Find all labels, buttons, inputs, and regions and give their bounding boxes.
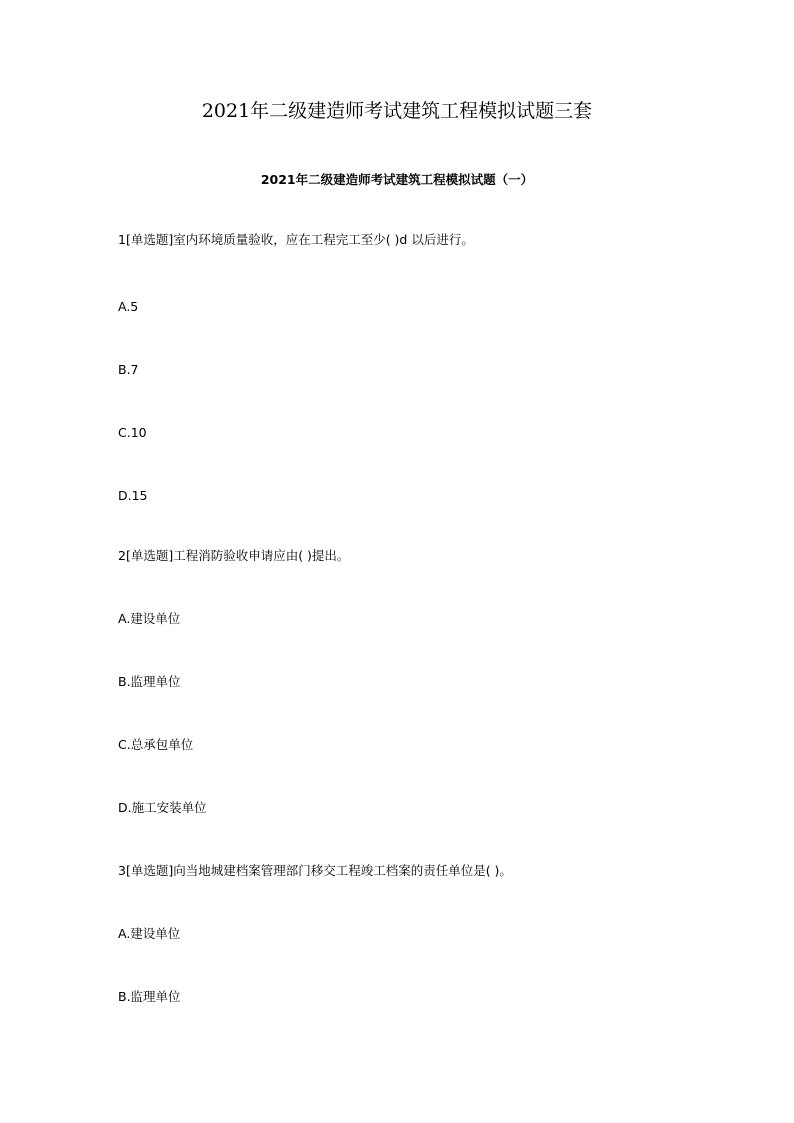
question-option: A.建设单位 xyxy=(118,926,181,941)
question-stem: 2[单选题]工程消防验收申请应由( )提出。 xyxy=(118,548,350,563)
question-stem: 1[单选题]室内环境质量验收，应在工程完工至少( )d 以后进行。 xyxy=(118,232,474,247)
question-stem: 3[单选题]向当地城建档案管理部门移交工程竣工档案的责任单位是( )。 xyxy=(118,863,512,878)
question-option: D.施工安装单位 xyxy=(118,800,207,815)
section-title: 2021年二级建造师考试建筑工程模拟试题（一） xyxy=(260,172,534,187)
question-option: B.7 xyxy=(118,362,139,377)
question-option: D.15 xyxy=(118,488,148,503)
question-option: B.监理单位 xyxy=(118,989,181,1004)
question-option: B.监理单位 xyxy=(118,674,181,689)
question-option: C.10 xyxy=(118,425,147,440)
question-option: A.5 xyxy=(118,299,139,314)
document-title: 2021年二级建造师考试建筑工程模拟试题三套 xyxy=(201,100,593,122)
question-option: C.总承包单位 xyxy=(118,737,194,752)
question-option: A.建设单位 xyxy=(118,611,181,626)
